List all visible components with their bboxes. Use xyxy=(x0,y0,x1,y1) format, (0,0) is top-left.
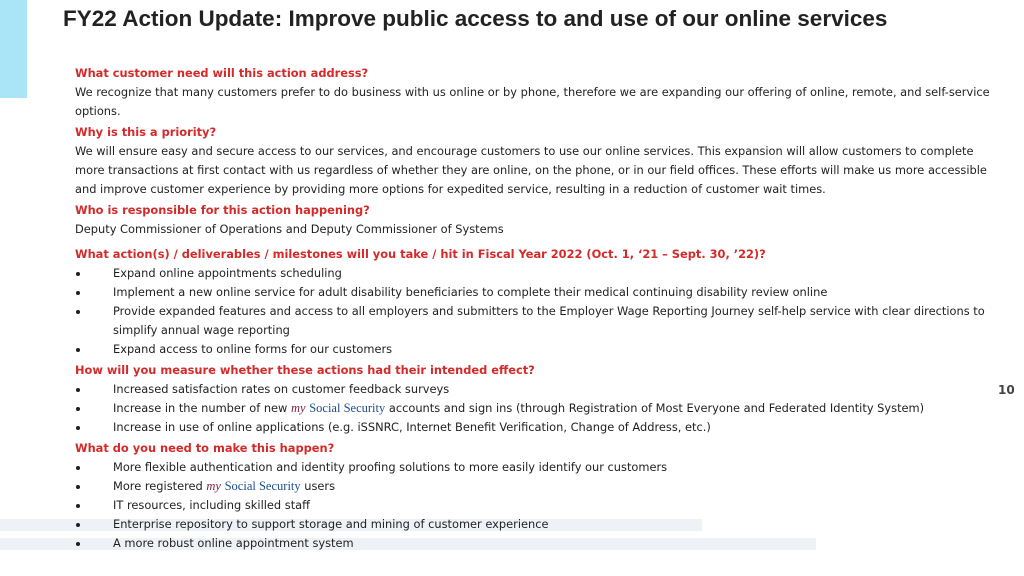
list-item xyxy=(75,399,995,418)
answer-responsible: Deputy Commissioner of Operations and Deputy Commissioner of Systems xyxy=(75,222,504,236)
list-item: Implement a new online service for adult disability beneficiaries to complete their medical continuing disability review online xyxy=(75,283,995,302)
list-item-text: accounts and sign ins (through Registration of Most Everyone and Federated Identity System) xyxy=(388,401,925,415)
list-item: Increased satisfaction rates on customer feedback surveys xyxy=(75,380,995,399)
list-item: Enterprise repository to support storage and mining of customer experience xyxy=(75,515,995,534)
measure-list xyxy=(75,380,995,437)
needs-list xyxy=(75,458,995,553)
list-item: Expand online appointments scheduling xyxy=(75,264,995,283)
brand-social-security: Social Security xyxy=(309,401,386,415)
answer-customer-need: We recognize that many customers prefer to do business with us online or by phone, therefore we are expanding our offering of online, remote, and self-service options. xyxy=(75,85,990,118)
list-item: Expand access to online forms for our customers xyxy=(75,340,995,359)
list-item: Provide expanded features and access to all employers and submitters to the Employer Wage Reporting Journey self-help service with clear directions to simplify annual wage reporting xyxy=(75,302,995,340)
list-item-text: Increase in the number of new xyxy=(113,401,288,415)
list-item: Increase in use of online applications (e.g. iSSNRC, Internet Benefit Verification, Change of Address, etc.) xyxy=(75,418,995,437)
actions-list xyxy=(75,264,995,359)
brand-my: my xyxy=(291,401,306,415)
question-needs: What do you need to make this happen? xyxy=(75,441,335,455)
list-item: A more robust online appointment system xyxy=(75,534,995,553)
list-item-text: More registered xyxy=(113,479,203,493)
slide-title: FY22 Action Update: Improve public access to and use of our online services xyxy=(63,6,888,31)
brand-my: my xyxy=(206,479,221,493)
question-measure: How will you measure whether these actions had their intended effect? xyxy=(75,363,535,377)
list-item: More flexible authentication and identity proofing solutions to more easily identify our customers xyxy=(75,458,995,477)
answer-priority: We will ensure easy and secure access to our services, and encourage customers to use our online services. This expansion will allow customers to complete more transactions at first contact with us regardless of whether they are online, on the phone, or in our field offices. These efforts will make us more accessible and improve customer experience by providing more options for expedited service, resulting in a reduction of customer wait times. xyxy=(75,144,987,196)
question-responsible: Who is responsible for this action happening? xyxy=(75,203,370,217)
question-customer-need: What customer need will this action address? xyxy=(75,66,369,80)
list-item-text: users xyxy=(304,479,336,493)
question-priority: Why is this a priority? xyxy=(75,125,217,139)
slide-content xyxy=(75,64,995,553)
list-item xyxy=(75,477,995,496)
title-accent-bar xyxy=(0,0,27,98)
list-item: IT resources, including skilled staff xyxy=(75,496,995,515)
brand-social-security: Social Security xyxy=(224,479,301,493)
page-number: 10 xyxy=(998,383,1015,397)
question-actions: What action(s) / deliverables / milestones will you take / hit in Fiscal Year 2022 (Oct. 1, ‘21 – Sept. 30, ’22)? xyxy=(75,247,766,261)
